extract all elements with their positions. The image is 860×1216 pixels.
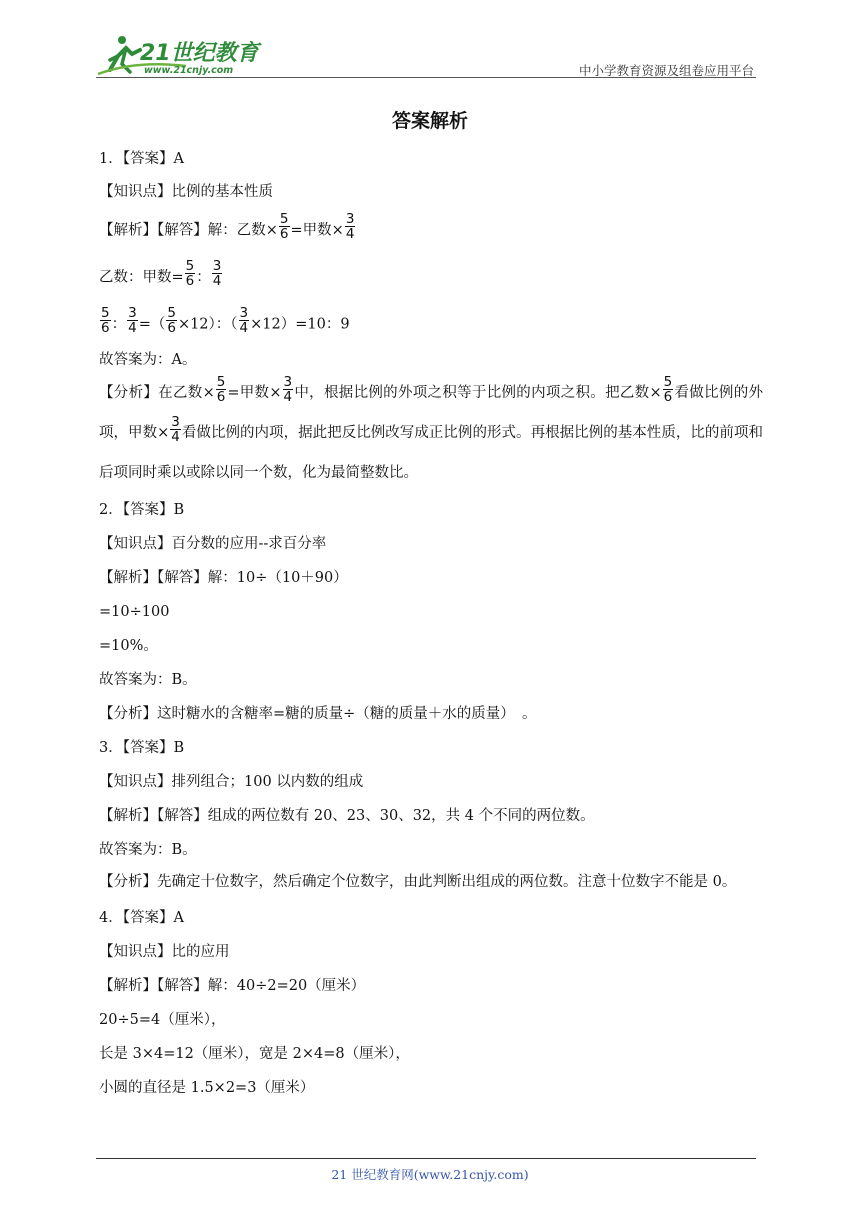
fraction-5-6: $\frac{5}{6}$	[279, 211, 289, 242]
q3-conclusion: 故答案为：B。	[99, 842, 197, 858]
q4-solution: 【解析】【解答】解：40÷2=20（厘米）	[99, 978, 366, 994]
fraction-5-6: $\frac{5}{6}$	[663, 373, 673, 405]
q1-calculation: $\frac{5}{6}$ ： $\frac{3}{4}$ =（ $\frac{5}{6}$ ×12）：（ $\frac{3}{4}$ ×12）=10：9	[101, 305, 350, 336]
logo-url: www.21cnjy.com	[144, 65, 234, 76]
q4-step-3: 长是 3×4=12（厘米），宽是 2×4=8（厘米），	[99, 1046, 410, 1062]
q1-ratio: 乙数：甲数= $\frac{5}{6}$ ： $\frac{3}{4}$	[99, 258, 222, 289]
fraction-5-6: $\frac{5}{6}$	[216, 373, 226, 405]
page-header	[96, 30, 756, 78]
fraction-3-4: $\frac{3}{4}$	[128, 305, 137, 336]
header-divider	[96, 77, 756, 78]
q4-knowledge: 【知识点】比的应用	[99, 944, 230, 960]
fraction-3-4: $\frac{3}{4}$	[283, 373, 293, 405]
q1-answer: 1．【答案】A	[99, 151, 184, 167]
q2-solution: 【解析】【解答】解：10÷（10＋90）	[99, 570, 348, 586]
fraction-3-4: $\frac{3}{4}$	[239, 305, 249, 336]
q3-knowledge: 【知识点】排列组合；100 以内数的组成	[99, 774, 364, 790]
q3-solution: 【解析】【解答】组成的两位数有 20、23、30、32，共 4 个不同的两位数。	[99, 808, 595, 824]
fraction-5-6: $\frac{5}{6}$	[167, 305, 176, 336]
footer-divider	[96, 1158, 756, 1159]
q2-answer: 2．【答案】B	[99, 502, 185, 518]
q1-analysis: 【分析】在乙数× $\frac{5}{6}$ =甲数× $\frac{3}{4}$ 中，根据比例的外项之积等于比例的内项之积。把乙数× $\frac{5}{6}$ 看做比例的外项，甲数× $\frac{3}{4}$ 看做比例的内项，据此把反比例改写成正比例的形式。再根据比例的基本性质，比的前项和后项同时乘以或除以同一个数，化为最简整数比。	[99, 373, 763, 481]
answer-content	[99, 145, 763, 1097]
fraction-3-4: $\frac{3}{4}$	[171, 413, 180, 445]
logo-21cnjy	[96, 30, 266, 78]
q2-step-3: =10%。	[99, 638, 158, 654]
page-title: 答案解析	[391, 110, 468, 132]
footer-site-link[interactable]: 21 世纪教育网(www.21cnjy.com)	[331, 1167, 529, 1182]
q2-conclusion: 故答案为：B。	[99, 672, 197, 688]
q2-step-2: =10÷100	[99, 604, 170, 620]
q1-conclusion: 故答案为：A。	[99, 352, 197, 368]
q4-step-2: 20÷5=4（厘米），	[99, 1012, 226, 1028]
q3-answer: 3．【答案】B	[99, 740, 185, 756]
q4-answer: 4．【答案】A	[99, 910, 184, 926]
q4-step-4: 小圆的直径是 1.5×2=3（厘米）	[99, 1080, 315, 1096]
q2-knowledge: 【知识点】百分数的应用--求百分率	[99, 536, 327, 552]
fraction-3-4: $\frac{3}{4}$	[212, 258, 222, 289]
fraction-5-6: $\frac{5}{6}$	[101, 305, 110, 336]
q1-knowledge: 【知识点】比例的基本性质	[99, 184, 273, 200]
fraction-5-6: $\frac{5}{6}$	[185, 258, 195, 289]
fraction-3-4: $\frac{3}{4}$	[345, 211, 355, 242]
header-platform-name: 中小学教育资源及组卷应用平台	[578, 63, 754, 78]
logo-text: 21世纪教育	[140, 41, 259, 66]
q2-analysis: 【分析】这时糖水的含糖率=糖的质量÷（糖的质量＋水的质量） 。	[99, 706, 537, 722]
q3-analysis: 【分析】先确定十位数字，然后确定个位数字，由此判断出组成的两位数。注意十位数字不能是 0。	[99, 874, 737, 890]
q1-solution: 【解析】【解答】解：乙数× $\frac{5}{6}$ =甲数× $\frac{3}{4}$	[99, 211, 355, 242]
